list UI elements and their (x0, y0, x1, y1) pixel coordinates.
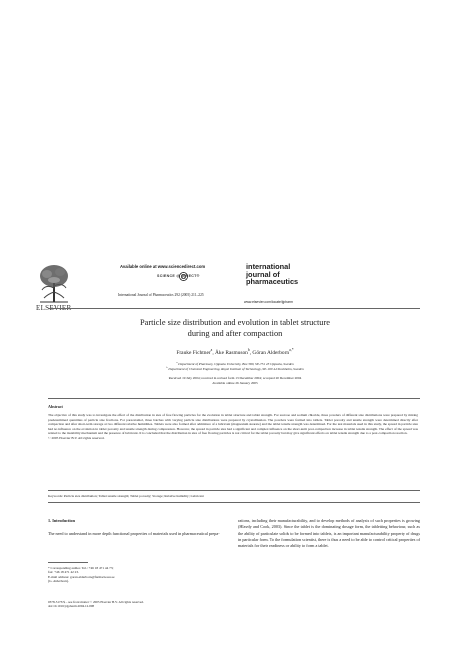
keywords-divider (48, 490, 420, 491)
publisher-name: ELSEVIER (36, 304, 72, 312)
article-title: Particle size distribution and evolution in tablet structure during and after compaction (139, 318, 331, 338)
right-column-text: rations, including their manufacturability, and to develop methods of analysis of such properties is growing (Hlavdy and Cook, 2003). Since the tablet is the dominating dosage form, the tabletting behaviour, such as the ability of particulate solids to be formed into tablets, is an important manufacturability property of drugs in particular form. To the formulation scientist, there is thus a need to be able to control critical properties of materials for their readiness or ability to form a tablet. (238, 518, 420, 549)
received-dates: Received 19 July 2004; received in revised form 13 December 2004; accepted 20 December 2004 (168, 376, 302, 380)
available-online-date: Available online 26 January 2005 (212, 381, 258, 385)
sciencedirect-logo: SCIENCE @ DIRECT® (157, 272, 235, 282)
footnote-divider (48, 562, 88, 563)
journal-reference: International Journal of Pharmaceutics 292 (2005) 211–225 (118, 293, 204, 297)
section-heading-introduction: 1. Introduction (48, 518, 75, 523)
affiliation-b: $^b$ Department of Chemical Engineering, Royal Institute of Technology, SE-100 44 Stockholm, Sweden (166, 365, 304, 371)
elsevier-tree-logo (36, 262, 72, 304)
affiliation-a: $^a$ Department of Pharmacy, Uppsala University, Box 580, SE-751 23 Uppsala, Sweden (176, 360, 294, 366)
abstract-top-divider (48, 398, 420, 399)
body-divider (48, 502, 420, 503)
author-list: Frauke Fichtner$^a$, Åke Rasmuson$^b$, Göran Alderborn$^{a,*}$ (176, 348, 294, 356)
article-identifiers: 0378-5173/$ – see front matter © 2005 Elsevier B.V. All rights reserved. doi:10.1016/j.ijpharm.2004.12.008 (48, 600, 144, 609)
available-online-text: Available online at www.sciencedirect.com (120, 264, 206, 269)
keywords: Keywords: Particle size distribution; Tablet tensile strength; Tablet porosity; Storage; Relative humidity; Lubricant (48, 494, 204, 498)
abstract-text: The objective of this study was to investigate the effect of the distribution in size of free flowing particles for the evolution in tablet structure and tablet strength. For sucrose and sodium chloride, three powders of different size distributions were prepared by mixing predetermined quantities of particle size fractions. For paracetamol, three batches with varying particle size distributions were prepared by crystallisation. The powders were formed into tablets. Tablet porosity and tensile strength were determined directly after compaction and after short-term storage at two different relative humidities. Tablets were also formed after admixture of a lubricant (magnesium stearate) and the tablet tensile strength was determined. For the test materials used in this study, the spread in particle size had no influence on the evolution in tablet porosity and tensile strength during compression. However, the spread in particle size had a significant and complex influence on the short-term post-compaction increase in tablet tensile strength. The effect of the spread was related to the instability mechanism and the presence of lubricant. It is concluded that the distribution in size of free flowing particles is not critical for the tablet porosity but may give significant effects on tablet tensile strength due to a post-compaction reaction. © 2005 Elsevier B.V. All rights reserved. (48, 413, 418, 440)
footnote: * Corresponding author. Tel.: +46 18 471 44 73; fax: +46 18 471 42 23. E-mail address: goran.alderborn@farmacie.uu.se (G. Alderborn). (48, 566, 115, 584)
journal-url[interactable]: www.elsevier.com/locate/ijpharm (244, 300, 293, 304)
copyright: © 2005 Elsevier B.V. All rights reserved. (48, 435, 105, 440)
left-column-text: The need to understand in more depth functional properties of materials used in pharmaceutical prepa- (48, 531, 220, 536)
journal-title: international journal of pharmaceutics (246, 262, 299, 287)
header-divider (48, 308, 420, 309)
abstract-heading: Abstract (48, 404, 63, 409)
